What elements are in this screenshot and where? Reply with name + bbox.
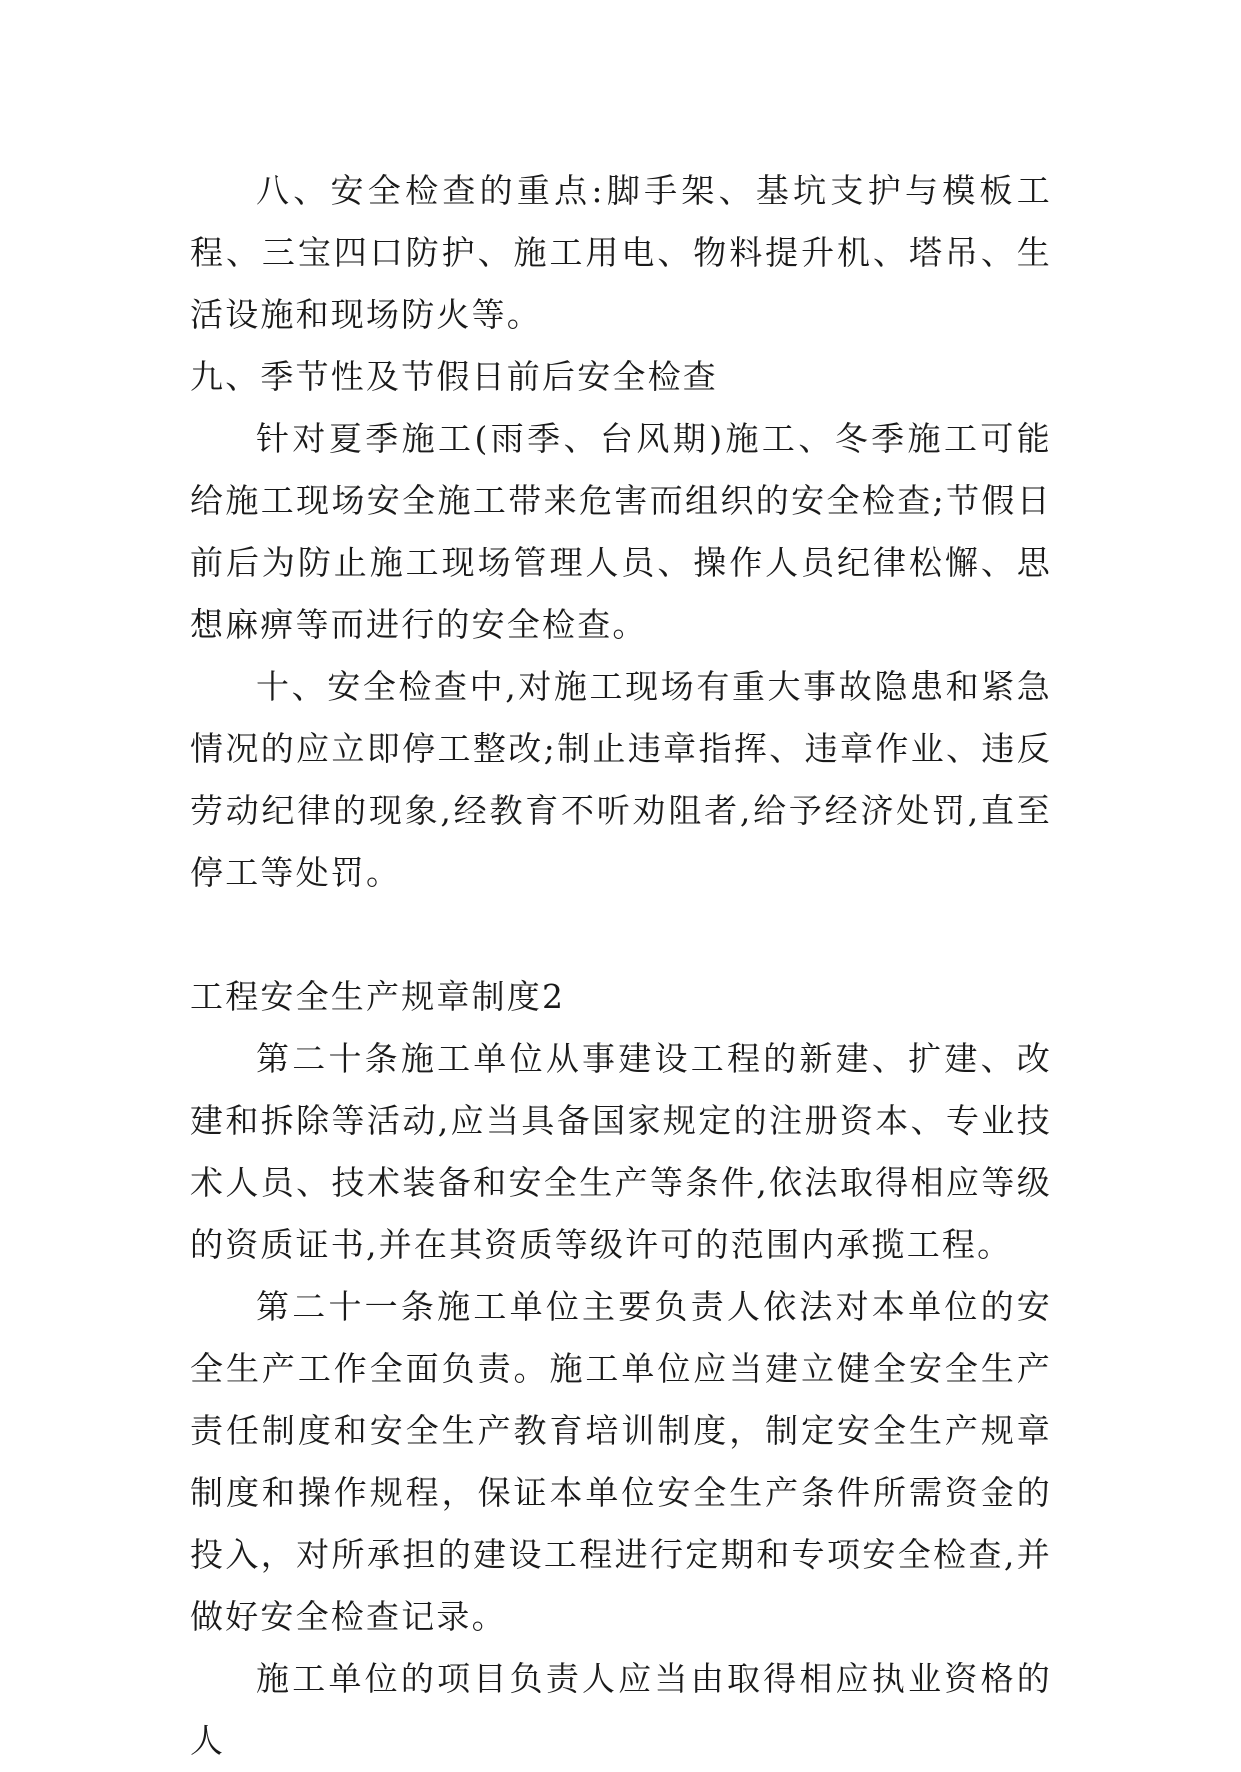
heading-seasonal-inspection: 九、季节性及节假日前后安全检查 — [190, 357, 718, 396]
paragraph-project-leader: 施工单位的项目负责人应当由取得相应执业资格的人 — [190, 1659, 1052, 1760]
section-title: 工程安全生产规章制度2 — [190, 977, 566, 1016]
paragraph-hazard-handling: 十、安全检查中,对施工现场有重大事故隐患和紧急情况的应立即停工整改;制止违章指挥、违章作业、违反劳动纪律的现象,经教育不听劝阻者,给予经济处罚,直至停工等处罚。 — [190, 667, 1052, 892]
document-body — [190, 160, 1052, 1772]
paragraph-seasonal-inspection: 针对夏季施工(雨季、台风期)施工、冬季施工可能给施工现场安全施工带来危害而组织的安全检查;节假日前后为防止施工现场管理人员、操作人员纪律松懈、思想麻痹等而进行的安全检查。 — [190, 419, 1052, 644]
paragraph-article-21: 第二十一条施工单位主要负责人依法对本单位的安全生产工作全面负责。施工单位应当建立健全安全生产责任制度和安全生产教育培训制度，制定安全生产规章制度和操作规程，保证本单位安全生产条件所需资金的投入，对所承担的建设工程进行定期和专项安全检查,并做好安全检查记录。 — [190, 1287, 1052, 1636]
paragraph-safety-inspection-focus: 八、安全检查的重点:脚手架、基坑支护与模板工程、三宝四口防护、施工用电、物料提升机、塔吊、生活设施和现场防火等。 — [190, 171, 1052, 334]
paragraph-article-20: 第二十条施工单位从事建设工程的新建、扩建、改建和拆除等活动,应当具备国家规定的注册资本、专业技术人员、技术装备和安全生产等条件,依法取得相应等级的资质证书,并在其资质等级许可的范围内承揽工程。 — [190, 1039, 1052, 1264]
section-spacer — [190, 904, 1052, 966]
